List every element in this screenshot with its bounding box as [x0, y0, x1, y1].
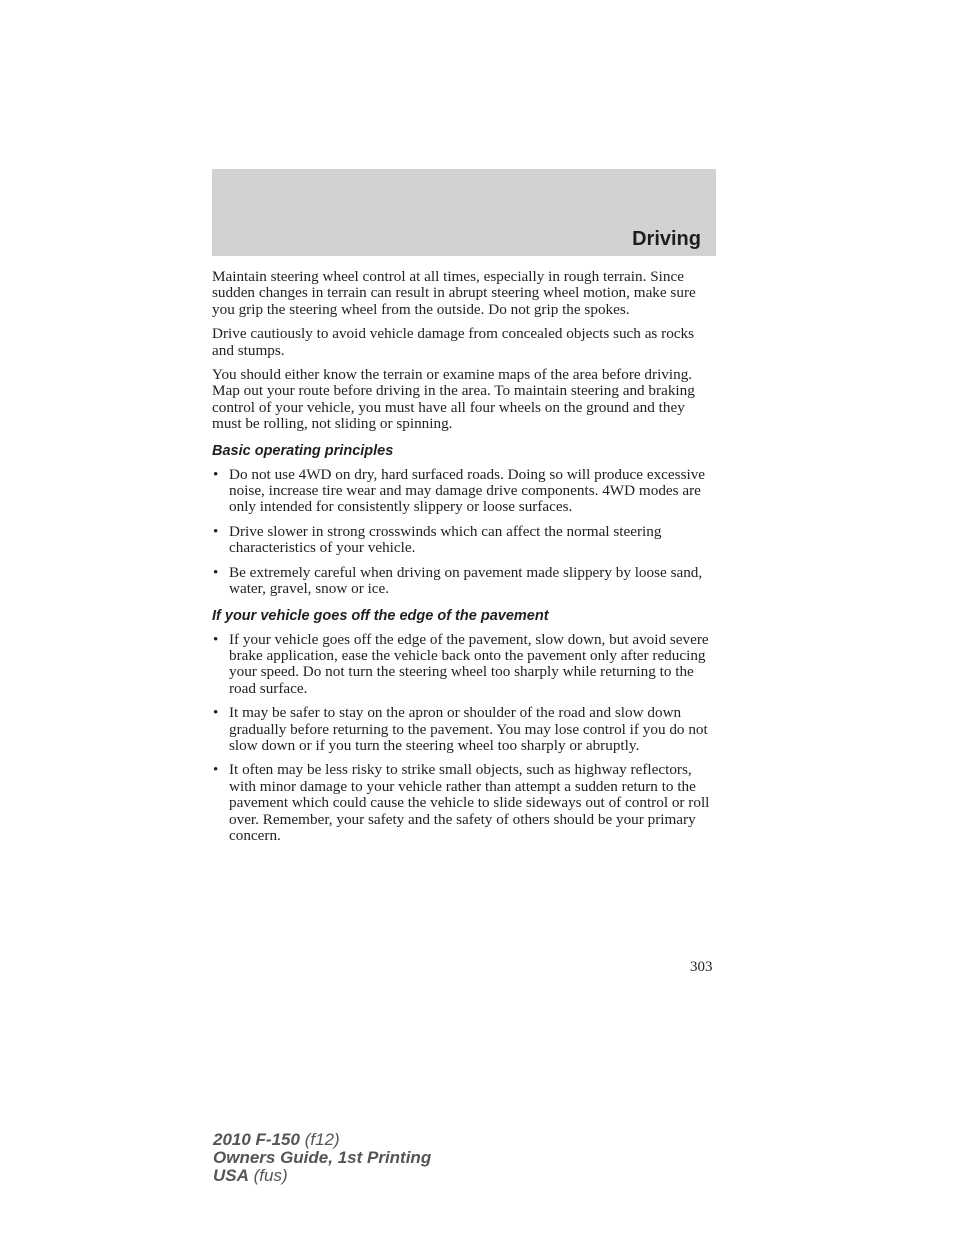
intro-paragraph: Drive cautiously to avoid vehicle damage from concealed objects such as rocks and stumps. — [212, 325, 695, 359]
bullet-item — [212, 524, 718, 557]
document-footer — [213, 1131, 431, 1185]
bullet-icon: • — [213, 761, 219, 779]
section-header-band — [212, 169, 716, 256]
bullet-text: Do not use 4WD on dry, hard surfaced roads. Doing so will produce excessive noise, increase tire wear and may damage drive components. 4WD modes are only intended for consistently slippery or loose surfaces. — [229, 465, 706, 516]
bullet-text: It may be safer to stay on the apron or shoulder of the road and slow down gradually before returning to the pavement. You may lose control if you do not slow down or if you turn the steering wheel too sharply or abruptly. — [229, 704, 708, 754]
footer-model-code: (f12) — [304, 1130, 340, 1149]
bullet-item — [212, 632, 718, 698]
bullet-list-off-pavement — [212, 632, 718, 845]
footer-market: USA — [213, 1166, 249, 1185]
bullet-icon: • — [213, 563, 219, 581]
bullet-text: If your vehicle goes off the edge of the pavement, slow down, but avoid severe brake application, ease the vehicle back onto the pavement only after reducing your speed. Do not turn the steering wheel too sharply while returning to the road surface. — [229, 630, 709, 697]
bullet-item — [212, 565, 718, 598]
footer-market-line — [213, 1167, 431, 1185]
section-heading-basic-operating-principles: Basic operating principles — [212, 442, 394, 459]
page-content — [212, 269, 718, 852]
bullet-text: It often may be less risky to strike small objects, such as highway reflectors, with minor damage to your vehicle rather than attempt a sudden return to the pavement which could cause the vehicle to slide sideways out of control or roll over. Remember, your safety and the safety of others should be your primary concern. — [229, 761, 710, 844]
bullet-text: Be extremely careful when driving on pavement made slippery by loose sand, water, gravel, snow or ice. — [229, 563, 703, 598]
bullet-item — [212, 705, 718, 754]
intro-paragraph: You should either know the terrain or examine maps of the area before driving. Map out your route before driving in the area. To maintain steering and braking control of your vehicle, you must have all four wheels on the ground and they must be rolling, not sliding or spinning. — [212, 366, 695, 433]
footer-guide-line — [213, 1149, 431, 1167]
footer-guide: Owners Guide, 1st Printing — [213, 1148, 432, 1167]
page-number: 303 — [690, 959, 713, 975]
section-title: Driving — [632, 228, 701, 250]
bullet-item — [212, 467, 718, 516]
bullet-item — [212, 762, 718, 844]
intro-paragraph: Maintain steering wheel control at all times, especially in rough terrain. Since sudden changes in terrain can result in abrupt steering wheel motion, make sure you grip the steering wheel from the outside. Do not grip the spokes. — [212, 268, 696, 318]
bullet-icon: • — [213, 630, 219, 648]
bullet-icon: • — [213, 522, 219, 540]
footer-market-code: (fus) — [253, 1166, 288, 1185]
footer-model: 2010 F-150 — [213, 1130, 300, 1149]
footer-model-line — [213, 1131, 431, 1149]
bullet-list-basic-operating-principles — [212, 467, 718, 598]
section-heading-off-pavement: If your vehicle goes off the edge of the pavement — [212, 607, 549, 624]
bullet-text: Drive slower in strong crosswinds which can affect the normal steering characteristics of your vehicle. — [229, 522, 662, 557]
bullet-icon: • — [213, 704, 219, 722]
bullet-icon: • — [213, 465, 219, 483]
